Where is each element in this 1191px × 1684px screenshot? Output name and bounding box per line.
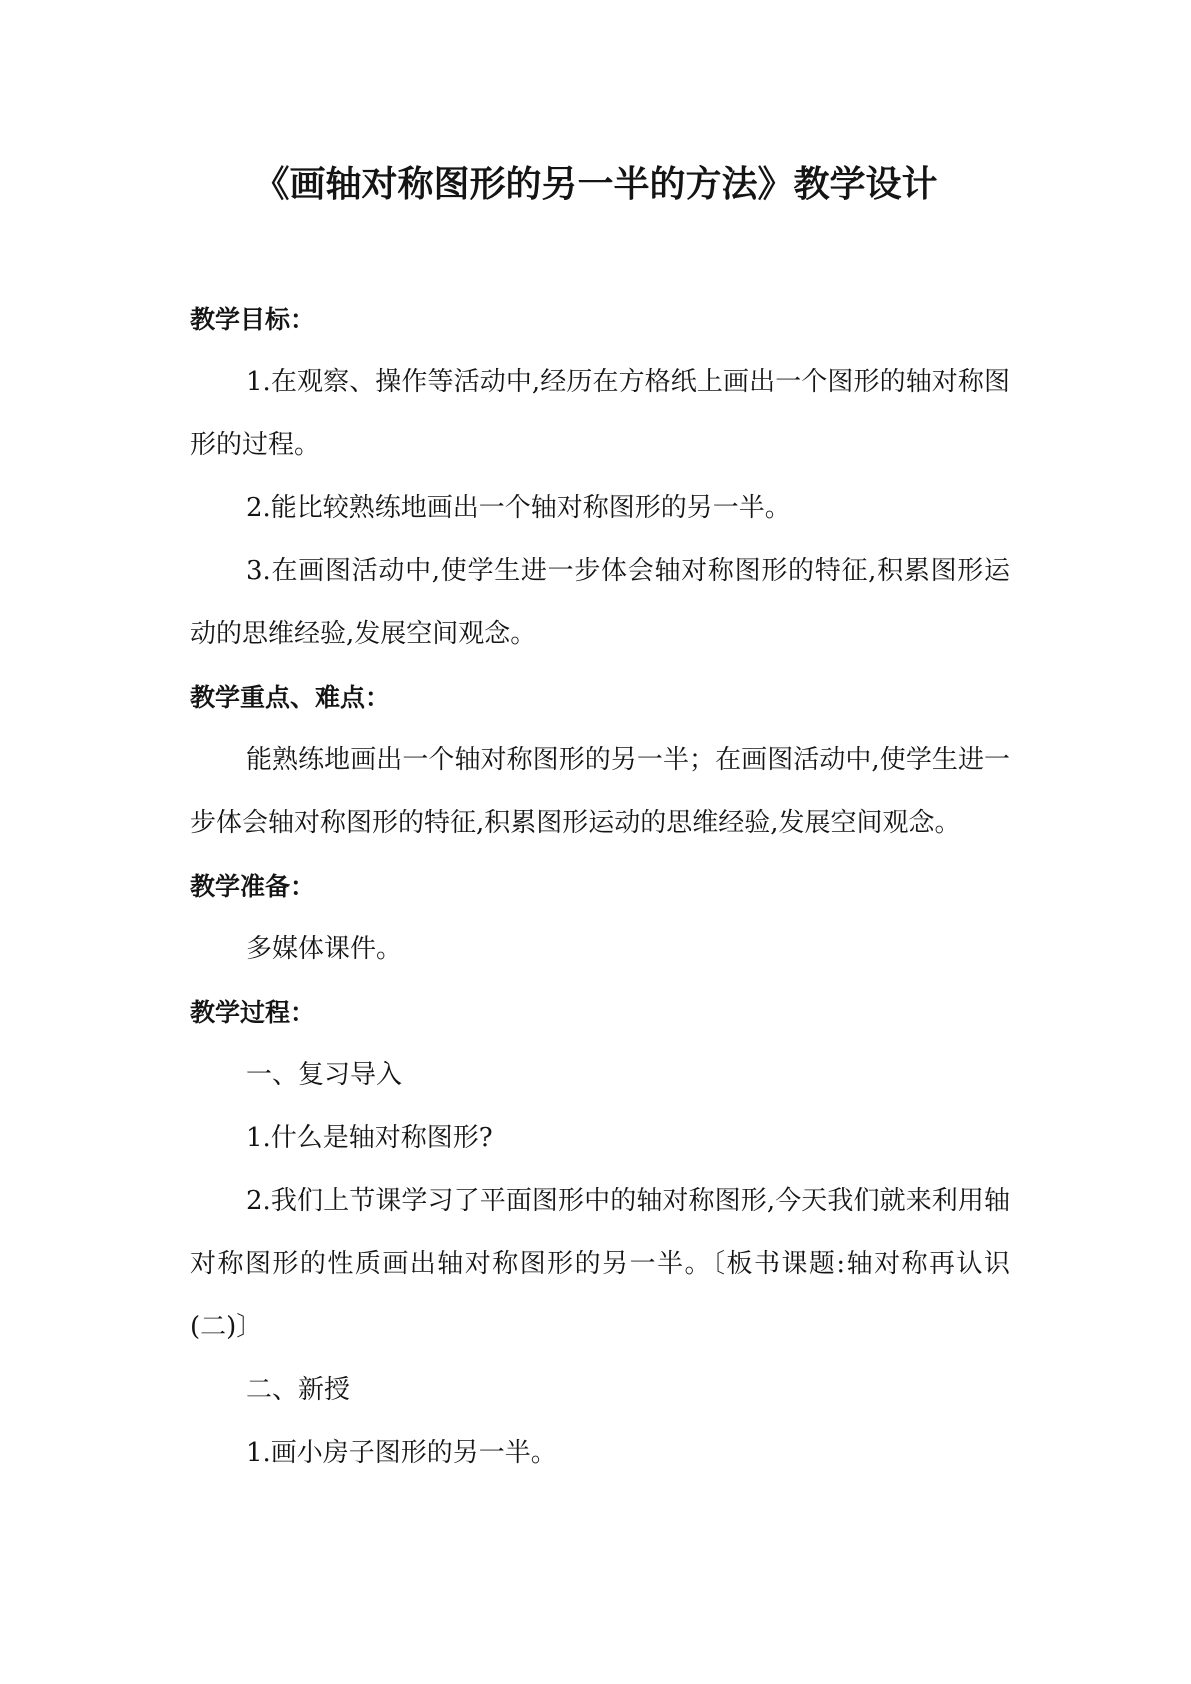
paragraph: 2.我们上节课学习了平面图形中的轴对称图形,今天我们就来利用轴对称图形的性质画出轴对称图形的另一半。〔板书课题:轴对称再认识(二)〕	[190, 1186, 1010, 1342]
paragraph: 二、新授	[246, 1375, 351, 1405]
section-heading: 教学重点、难点：	[190, 683, 391, 712]
paragraph: 能熟练地画出一个轴对称图形的另一半；在画图活动中,使学生进一步体会轴对称图形的特征,积累图形运动的思维经验,发展空间观念。	[190, 745, 1010, 838]
section-objectives	[190, 288, 1010, 666]
section-heading: 教学过程：	[190, 998, 316, 1027]
paragraph: 一、复习导入	[246, 1060, 403, 1090]
paragraph: 1.画小房子图形的另一半。	[246, 1438, 557, 1468]
paragraph: 3.在画图活动中,使学生进一步体会轴对称图形的特征,积累图形运动的思维经验,发展空间观念。	[190, 556, 1010, 649]
section-preparation	[190, 855, 1010, 981]
paragraph: 2.能比较熟练地画出一个轴对称图形的另一半。	[246, 493, 791, 523]
section-heading: 教学准备：	[190, 872, 316, 901]
section-heading: 教学目标：	[190, 305, 316, 334]
document-body	[190, 288, 1010, 1485]
paragraph: 1.什么是轴对称图形?	[246, 1123, 493, 1153]
section-key-points	[190, 666, 1010, 855]
document-title: 《画轴对称图形的另一半的方法》教学设计	[253, 164, 938, 205]
paragraph: 多媒体课件。	[246, 934, 403, 964]
paragraph: 1.在观察、操作等活动中,经历在方格纸上画出一个图形的轴对称图形的过程。	[190, 367, 1010, 460]
section-process	[190, 981, 1010, 1485]
